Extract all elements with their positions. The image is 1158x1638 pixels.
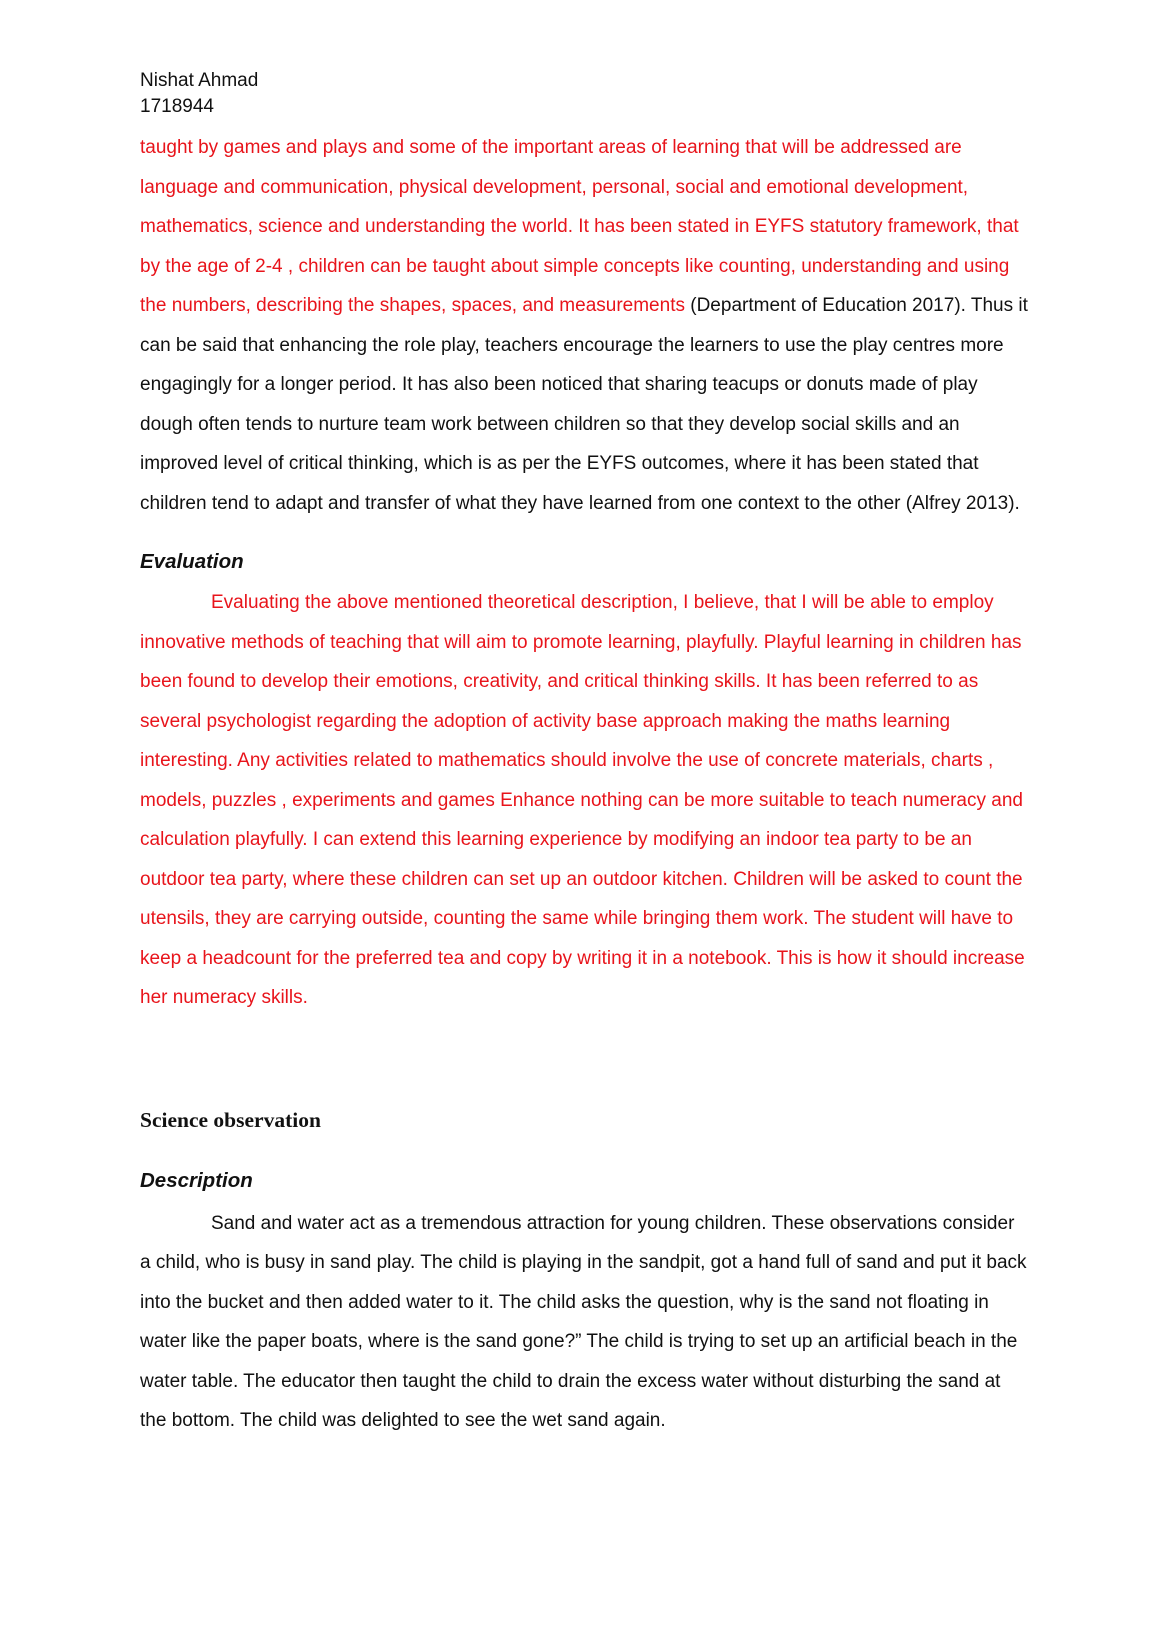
student-id: 1718944 — [140, 96, 214, 117]
intro-paragraph — [140, 128, 1030, 523]
evaluation-paragraph — [140, 583, 1030, 1018]
description-heading: Description — [140, 1168, 253, 1192]
evaluation-highlighted-text: Evaluating the above mentioned theoretical description, I believe, that I will be able to employ innovative methods of teaching that will aim to promote learning, playfully. Playful learning in children has been found to develop their emotions, creativity, and critical thinking skills. It has been referred to as several psychologist regarding the adoption of activity base approach making the maths learning interesting. Any activities related to mathematics should involve the use of concrete materials, charts , models, puzzles , experiments and games Enhance nothing can be more suitable to teach numeracy and calculation playfully. I can extend this learning experience by modifying an indoor tea party to be an outdoor tea party, where these children can set up an outdoor kitchen. Children will be asked to count the utensils, they are carrying outside, counting the same while bringing them work. The student will have to keep a headcount for the preferred tea and copy by writing it in a notebook. This is how it should increase her numeracy skills. — [140, 592, 1025, 1008]
intro-highlighted-text: taught by games and plays and some of the important areas of learning that will be addressed are language and communication, physical development, personal, social and emotional development, mathematics, science and understanding the world. It has been stated in EYFS statutory framework, that by the age of 2-4 , children can be taught about simple concepts like counting, understanding and using the numbers, describing the shapes, spaces, and measurements — [140, 137, 1019, 316]
document-page — [140, 68, 1030, 1441]
description-paragraph: Sand and water act as a tremendous attraction for young children. These observations consider a child, who is busy in sand play. The child is playing in the sandpit, got a hand full of sand and put it back into the bucket and then added water to it. The child asks the question, why is the sand not floating in water like the paper boats, where is the sand gone?” The child is trying to set up an artificial beach in the water table. The educator then taught the child to drain the excess water without disturbing the sand at the bottom. The child was delighted to see the wet sand again. — [140, 1212, 1027, 1431]
intro-body-text: (Department of Education 2017). Thus it can be said that enhancing the role play, teachers encourage the learners to use the play centres more engagingly for a longer period. It has also been noticed that sharing teacups or donuts made of play dough often tends to nurture team work between children so that they develop social skills and an improved level of critical thinking, which is as per the EYFS outcomes, where it has been stated that children tend to adapt and transfer of what they have learned from one context to the other (Alfrey 2013). — [140, 295, 1028, 514]
author-name: Nishat Ahmad — [140, 70, 259, 91]
science-observation-title: Science observation — [140, 1107, 321, 1132]
evaluation-heading: Evaluation — [140, 550, 244, 573]
